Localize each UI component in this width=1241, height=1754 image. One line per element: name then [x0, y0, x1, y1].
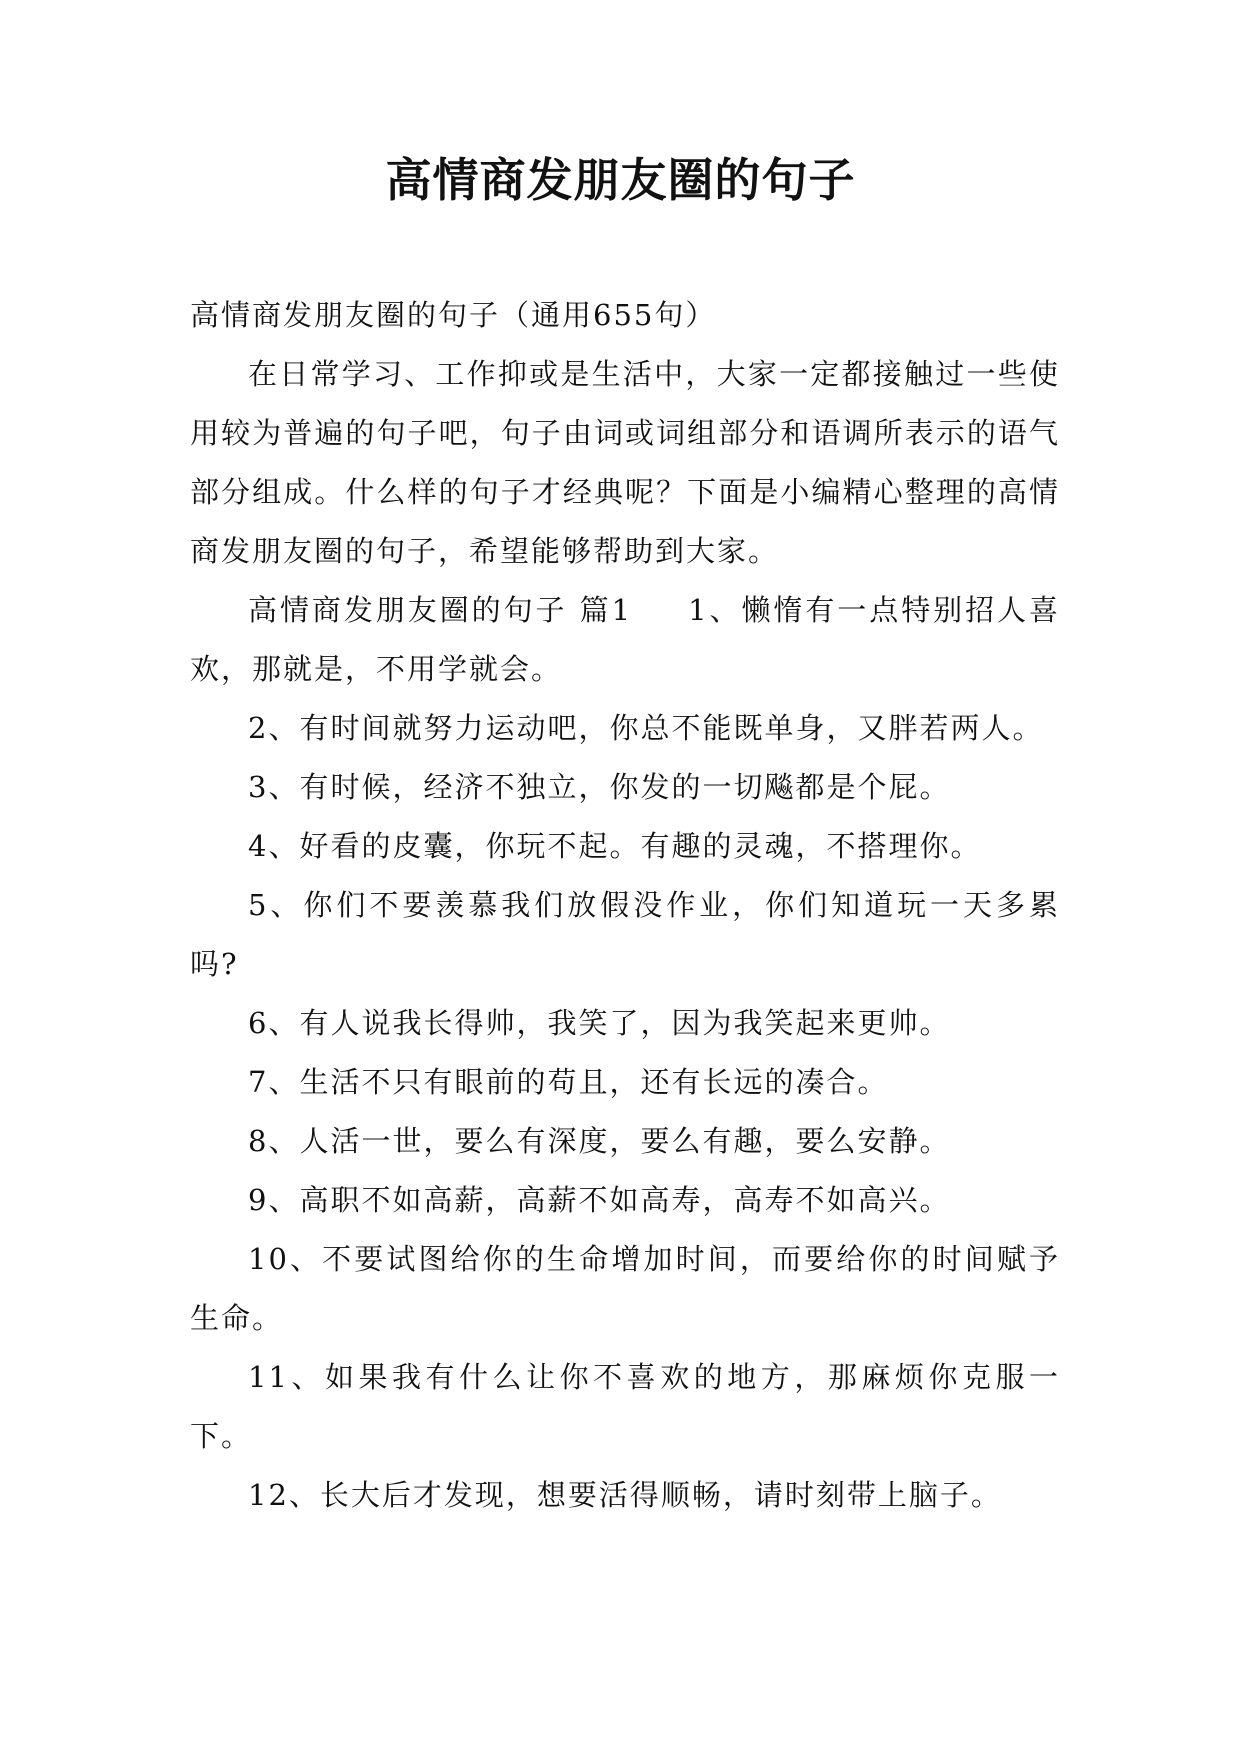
list-item: 8、人活一世，要么有深度，要么有趣，要么安静。	[248, 1124, 951, 1158]
document-body	[190, 286, 1060, 1525]
list-item: 7、生活不只有眼前的苟且，还有长远的凑合。	[248, 1065, 889, 1099]
list-item: 2、有时间就努力运动吧，你总不能既单身，又胖若两人。	[248, 711, 1044, 745]
list-item: 11、如果我有什么让你不喜欢的地方，那麻烦你克服一下。	[190, 1360, 1060, 1453]
list-item: 3、有时候，经济不独立，你发的一切飚都是个屁。	[248, 770, 951, 804]
section-paragraph	[190, 581, 1060, 699]
document-subtitle: 高情商发朋友圈的句子（通用655句）	[190, 298, 717, 332]
list-item: 12、长大后才发现，想要活得顺畅，请时刻带上脑子。	[248, 1478, 1002, 1512]
document-title: 高情商发朋友圈的句子	[385, 153, 856, 207]
intro-paragraph: 在日常学习、工作抑或是生活中，大家一定都接触过一些使用较为普遍的句子吧，句子由词或词组部分和语调所表示的语气部分组成。什么样的句子才经典呢？下面是小编精心整理的高情商发朋友圈的句子，希望能够帮助到大家。	[190, 357, 1060, 568]
list-item: 6、有人说我长得帅，我笑了，因为我笑起来更帅。	[248, 1006, 951, 1040]
list-item: 4、好看的皮囊，你玩不起。有趣的灵魂，不搭理你。	[248, 829, 982, 863]
list-item: 5、你们不要羡慕我们放假没作业，你们知道玩一天多累吗?	[190, 888, 1060, 981]
list-item: 1、懒惰有一点特别招人喜欢，那就是，不用学就会。	[190, 593, 1061, 686]
section-heading: 高情商发朋友圈的句子 篇1	[248, 593, 633, 627]
list-item: 9、高职不如高薪，高薪不如高寿，高寿不如高兴。	[248, 1183, 951, 1217]
list-item: 10、不要试图给你的生命增加时间，而要给你的时间赋予生命。	[190, 1242, 1060, 1335]
